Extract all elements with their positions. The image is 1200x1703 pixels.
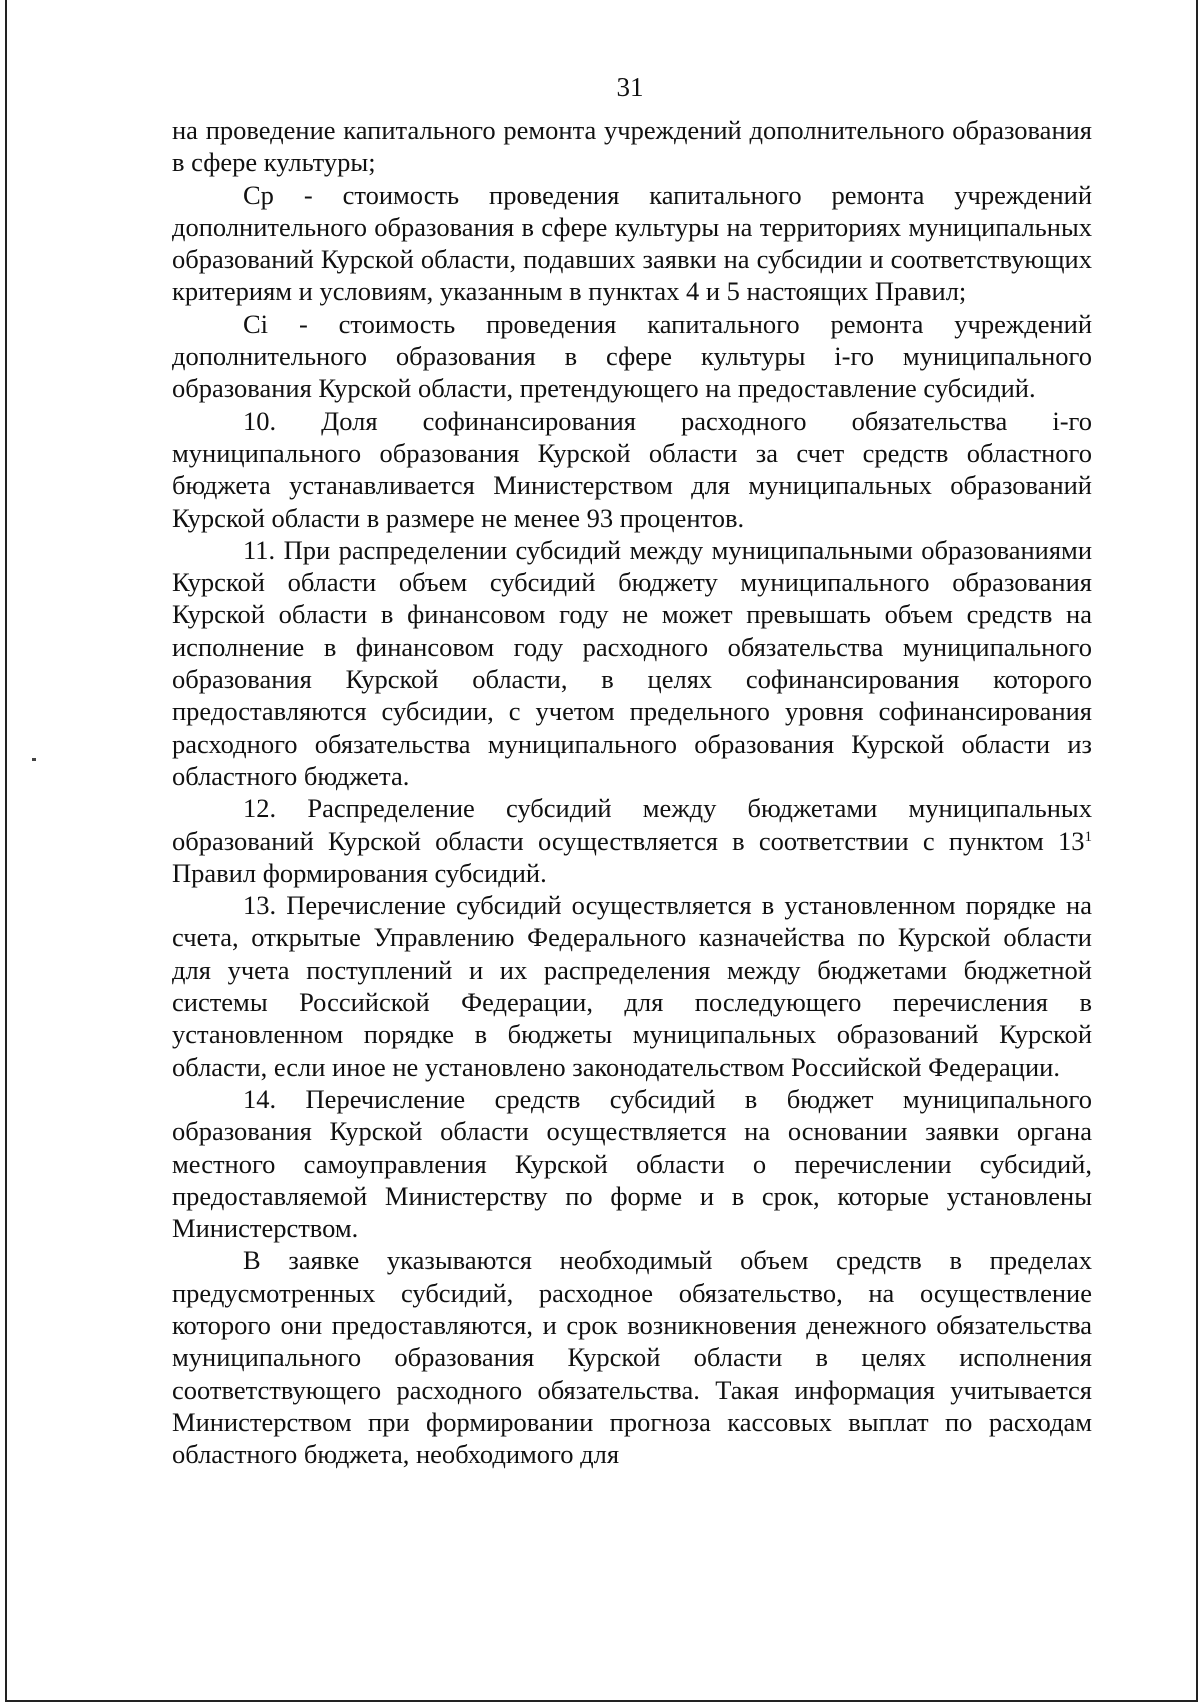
paragraph-cp-definition: Ср - стоимость проведения капитального ремонта учреждений дополнительного образования в сфере культуры на территориях муниципальных образований Курской области, подавших заявки на субсидии и соответствующих критериям и условиям, указанным в пунктах 4 и 5 настоящих Правил; — [172, 179, 1092, 307]
paragraph-clause-10: 10. Доля софинансирования расходного обязательства i-го муниципального образования Курской области за счет средств областного бюджета устанавливается Министерством для муниципальных образований Курской области в размере не менее 93 процентов. — [172, 405, 1092, 533]
paragraph-clause-11: 11. При распределении субсидий между муниципальными образованиями Курской области объем субсидий бюджету муниципального образования Курской области в финансовом году не может превышать объем средств на исполнение в финансовом году расходного обязательства муниципального образования Курской области, в целях софинансирования которого предоставляются субсидии, с учетом предельного уровня софинансирования расходного обязательства муниципального образования Курской области из областного бюджета. — [172, 534, 1092, 791]
clause-12-text-before: 12. Распределение субсидий между бюджетами муниципальных образований Курской области осуществляется в соответствии с пунктом 13 — [172, 793, 1092, 856]
scan-speck — [32, 758, 36, 761]
paragraph-clause-12 — [172, 792, 1092, 889]
page-number: 31 — [616, 72, 644, 102]
paragraph-ci-definition: Сi - стоимость проведения капитального ремонта учреждений дополнительного образования в сфере культуры i-го муниципального образования Курской области, претендующего на предоставление субсидий. — [172, 308, 1092, 404]
paragraph-clause-13: 13. Перечисление субсидий осуществляется в установленном порядке на счета, открытые Управлению Федерального казначейства по Курской области для учета поступлений и их распределения между бюджетами бюджетной системы Российской Федерации, для последующего перечисления в установленном порядке в бюджеты муниципальных образований Курской области, если иное не установлено законодательством Российской Федерации. — [172, 890, 1092, 1082]
paragraph-continuation: на проведение капитального ремонта учреждений дополнительного образования в сфере культуры; — [172, 115, 1092, 178]
paragraph-application-details: В заявке указываются необходимый объем средств в пределах предусмотренных субсидий, расходное обязательство, на осуществление которого они предоставляются, и срок возникновения денежного обязательства муниципального образования Курской области в целях исполнения соответствующего расходного обязательства. Такая информация учитывается Министерством при формировании прогноза кассовых выплат по расходам областного бюджета, необходимого для — [172, 1245, 1092, 1470]
paragraph-clause-14: 14. Перечисление средств субсидий в бюджет муниципального образования Курской области осуществляется на основании заявки органа местного самоуправления Курской области о перечислении субсидий, предоставляемой Министерству по форме и в срок, которые установлены Министерством. — [172, 1083, 1092, 1244]
clause-12-superscript: 1 — [1084, 828, 1092, 845]
clause-12-text-after: Правил формирования субсидий. — [172, 857, 547, 888]
document-body — [172, 114, 1092, 1470]
